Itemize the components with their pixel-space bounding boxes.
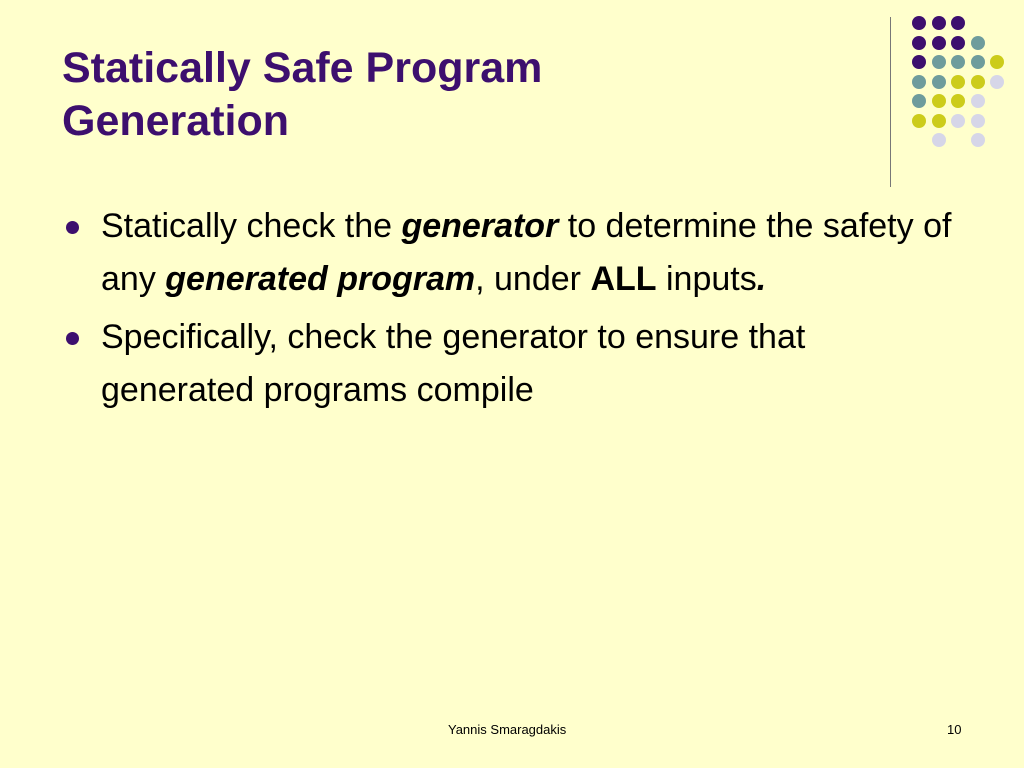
decorative-dot [990, 55, 1004, 69]
decorative-dot [971, 55, 985, 69]
bullet-text-segment: inputs [656, 260, 757, 298]
decorative-dot [971, 94, 985, 108]
decorative-dot [951, 55, 965, 69]
decorative-dot [951, 36, 965, 50]
decorative-dot [932, 94, 946, 108]
decorative-dot [971, 75, 985, 89]
decorative-dot [932, 36, 946, 50]
footer-author: Yannis Smaragdakis [448, 722, 567, 737]
bullet-text-segment: to determine the safety of any [101, 207, 952, 298]
decorative-dot [951, 114, 965, 128]
slide-title-line-2: Generation [62, 97, 289, 145]
decorative-dot [932, 16, 946, 30]
bullet-item [62, 200, 962, 306]
decorative-dot [971, 114, 985, 128]
decorative-dot [912, 16, 926, 30]
decorative-dot [912, 75, 926, 89]
bullet-text: Specifically, check the generator to ensure that generated programs compile [101, 318, 806, 409]
bullet-text [101, 207, 951, 298]
decorative-divider [890, 17, 891, 187]
emphasis-period: . [756, 260, 767, 298]
decorative-dot [932, 133, 946, 147]
bullet-text-segment: , under [475, 260, 591, 298]
footer-page-number: 10 [947, 722, 962, 737]
decorative-dot [971, 133, 985, 147]
decorative-dot [912, 94, 926, 108]
decorative-dot [990, 75, 1004, 89]
bullet-item [62, 311, 962, 417]
decorative-dot [932, 75, 946, 89]
decorative-dot [971, 36, 985, 50]
bullet-dot-icon [66, 221, 79, 234]
decorative-dot [951, 75, 965, 89]
slide-title [62, 42, 542, 148]
decorative-dot [912, 55, 926, 69]
bullet-text-segment: Statically check the [101, 207, 402, 245]
emphasis-generated-program: generated program [165, 260, 476, 298]
decorative-dot [912, 36, 926, 50]
bullet-dot-icon [66, 332, 79, 345]
decorative-dot [912, 114, 926, 128]
slide-title-line-1: Statically Safe Program [62, 44, 543, 92]
emphasis-generator: generator [401, 207, 559, 245]
decorative-dot [932, 55, 946, 69]
decorative-dot [932, 114, 946, 128]
emphasis-all: ALL [590, 260, 657, 298]
bullet-list [62, 200, 962, 422]
decorative-dot [951, 94, 965, 108]
decorative-dot [951, 16, 965, 30]
